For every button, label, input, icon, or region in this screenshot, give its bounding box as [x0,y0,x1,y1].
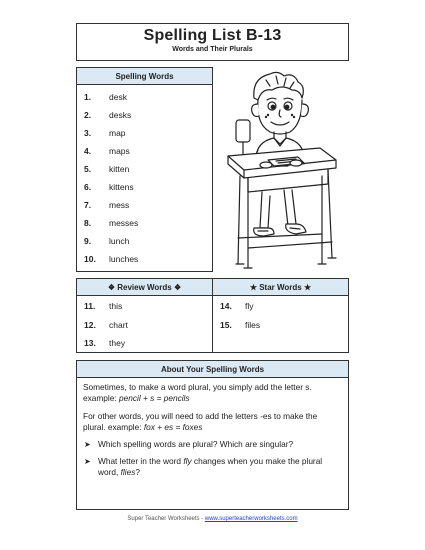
list-item [77,109,212,121]
footer [0,516,425,522]
about-paragraph-1 [83,382,342,404]
star-words-heading: ★ Star Words ★ [213,279,348,296]
review-words-box [76,278,213,353]
arrow-bullet-icon: ➤ [84,457,91,466]
item-word: fly [245,301,254,311]
about-p2-text: For other words, you will need to add the letters -es to make the plural. example: [83,411,318,432]
item-word: maps [109,146,130,156]
item-word: they [109,338,126,348]
list-item [213,319,348,331]
list-item [77,199,212,211]
item-word: lunches [109,254,139,264]
list-item [77,217,212,229]
item-word: desks [109,110,132,120]
question-1 [83,439,342,450]
item-number: 9. [84,236,92,246]
about-box [76,360,349,510]
footer-link[interactable]: www.superteacherworksheets.com [204,516,298,522]
item-word: kittens [109,182,134,192]
list-item [77,319,212,331]
item-word: kitten [109,164,130,174]
item-number: 4. [84,146,92,156]
item-word: lunch [109,236,130,246]
list-item [77,163,212,175]
item-number: 15. [220,319,232,330]
spelling-words-heading: Spelling Words [77,68,212,85]
item-number: 13. [84,338,96,348]
item-number: 10. [84,254,96,264]
arrow-bullet-icon: ➤ [84,440,91,449]
item-number: 3. [84,128,92,138]
about-paragraph-2 [83,411,342,433]
list-item [77,91,212,103]
list-item [77,337,212,349]
item-word: files [245,319,261,330]
item-word: desk [109,92,127,102]
spelling-words-box [76,67,213,272]
question-2-after: ? [135,467,140,477]
page-subtitle: Words and Their Plurals [172,46,253,53]
item-number: 1. [84,92,92,102]
about-heading: About Your Spelling Words [77,361,348,378]
question-2 [83,456,342,478]
question-1-text: Which spelling words are plural? Which are singular? [98,439,294,449]
list-item [77,235,212,247]
list-item [77,181,212,193]
item-word: this [109,301,123,311]
review-words-heading: ❖ Review Words ❖ [77,279,212,296]
page-title: Spelling List B-13 [143,27,282,44]
list-item [77,253,212,265]
about-body [77,382,348,478]
about-p2-example: fox + es = foxes [143,422,203,432]
item-number: 8. [84,218,92,228]
list-item [77,145,212,157]
item-number: 11. [84,301,96,311]
item-word: messes [109,218,139,228]
question-2-word2: flies [120,467,136,477]
item-word: mess [109,200,130,210]
item-number: 5. [84,164,92,174]
item-number: 14. [220,301,232,311]
student-at-desk-illustration [218,68,346,273]
question-2-word: fly [183,456,192,466]
about-p1-text: Sometimes, to make a word plural, you simply add the letter s. example: [83,382,312,403]
question-2-middle: changes when you make the plural word, [98,456,323,477]
item-word: map [109,128,126,138]
list-item [77,127,212,139]
item-number: 7. [84,200,92,210]
item-number: 2. [84,110,92,120]
title-box [76,23,349,61]
item-number: 6. [84,182,92,192]
item-word: chart [109,319,128,330]
question-2-before: What letter in the word [98,456,184,466]
item-number: 12. [84,319,96,330]
list-item [213,300,348,312]
footer-text: Super Teacher Worksheets - [127,516,205,522]
list-item [77,300,212,312]
star-words-box [212,278,349,353]
about-p1-example: pencil + s = pencils [118,393,190,403]
